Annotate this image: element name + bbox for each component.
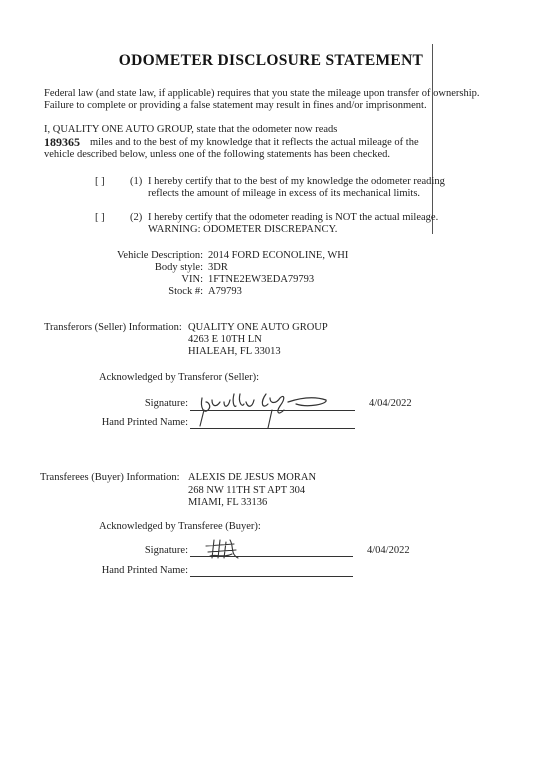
seller-address-2: HIALEAH, FL 33013 [188, 346, 281, 357]
seller-acknowledged: Acknowledged by Transferor (Seller): [99, 372, 260, 383]
certify-line: I, QUALITY ONE AUTO GROUP, state that the odometer now reads [44, 124, 338, 135]
option-1-checkbox[interactable]: [ ] [95, 176, 105, 187]
seller-name: QUALITY ONE AUTO GROUP [188, 322, 328, 333]
seller-printed-name-line[interactable] [190, 428, 355, 429]
option-2-number: (2) [130, 212, 143, 223]
option-1-line-2: reflects the amount of mileage in excess of its mechanical limits. [148, 188, 421, 199]
body-style-value: 3DR [208, 262, 228, 273]
seller-info-label: Transferors (Seller) Information: [44, 322, 182, 333]
intro-line-2: Failure to complete or providing a false statement may result in fines and/or imprisonment. [44, 100, 427, 111]
intro-line-1: Federal law (and state law, if applicable) requires that you state the mileage upon transfer of ownership. [44, 88, 480, 99]
option-2-line-2: WARNING: ODOMETER DISCREPANCY. [148, 224, 338, 235]
buyer-printed-name-line[interactable] [190, 576, 353, 577]
document-title: ODOMETER DISCLOSURE STATEMENT [118, 52, 424, 69]
stock-label: Stock #: [168, 286, 203, 297]
buyer-address-2: MIAMI, FL 33136 [188, 497, 268, 508]
vehicle-description-label: Vehicle Description: [116, 250, 203, 261]
vin-value: 1FTNE2EW3EDA79793 [208, 274, 315, 285]
seller-signature-label: Signature: [144, 398, 188, 409]
body-style-label: Body style: [154, 262, 203, 273]
seller-date: 4/04/2022 [369, 398, 412, 409]
buyer-printed-name-label: Hand Printed Name: [101, 565, 188, 576]
buyer-info-label: Transferees (Buyer) Information: [40, 472, 180, 483]
stock-value: A79793 [208, 286, 242, 297]
buyer-date: 4/04/2022 [367, 545, 410, 556]
seller-address-1: 4263 E 10TH LN [188, 334, 262, 345]
seller-printed-name-label: Hand Printed Name: [101, 417, 188, 428]
buyer-acknowledged: Acknowledged by Transferee (Buyer): [99, 521, 261, 532]
option-2-line-1: I hereby certify that the odometer reading is NOT the actual mileage. [148, 212, 439, 223]
vin-label: VIN: [181, 274, 203, 285]
buyer-signature [204, 538, 244, 560]
miles-text: miles and to the best of my knowledge that it reflects the actual mileage of the [90, 137, 419, 148]
vehicle-description-value: 2014 FORD ECONOLINE, WHI [208, 250, 349, 261]
mileage-value: 189365 [44, 135, 80, 149]
vehicle-described-line: vehicle described below, unless one of the following statements has been checked. [44, 149, 390, 160]
option-2-checkbox[interactable]: [ ] [95, 212, 105, 223]
buyer-address-1: 268 NW 11TH ST APT 304 [188, 485, 306, 496]
buyer-signature-label: Signature: [144, 545, 188, 556]
seller-signature [196, 388, 336, 428]
buyer-name: ALEXIS DE JESUS MORAN [188, 472, 317, 483]
option-1-line-1: I hereby certify that to the best of my knowledge the odometer reading [148, 176, 445, 187]
scan-fold-line [432, 44, 433, 234]
option-1-number: (1) [130, 176, 143, 187]
